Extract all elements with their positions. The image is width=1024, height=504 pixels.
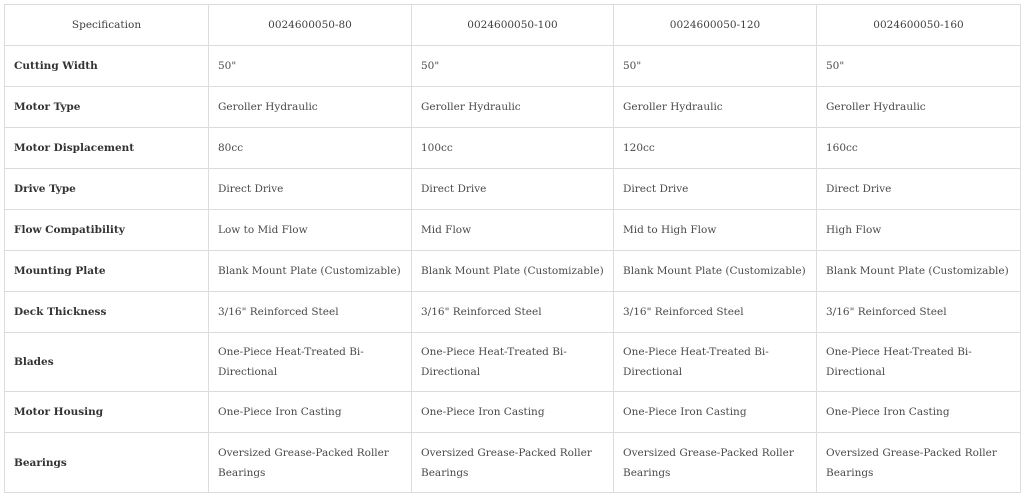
table-row	[5, 128, 1021, 169]
table-cell: High Flow	[817, 210, 1021, 251]
table-cell: Geroller Hydraulic	[412, 87, 614, 128]
table-cell: One-Piece Heat-Treated Bi-Directional	[412, 333, 614, 392]
table-cell: 3/16" Reinforced Steel	[614, 292, 817, 333]
table-row	[5, 251, 1021, 292]
spec-table	[4, 4, 1021, 493]
table-cell: One-Piece Iron Casting	[614, 392, 817, 433]
row-label-cutting-width: Cutting Width	[5, 46, 209, 87]
table-cell: 50"	[614, 46, 817, 87]
table-row	[5, 333, 1021, 392]
table-cell: 50"	[817, 46, 1021, 87]
table-cell: 3/16" Reinforced Steel	[412, 292, 614, 333]
table-row	[5, 87, 1021, 128]
column-header-model-160: 0024600050-160	[817, 5, 1021, 46]
table-cell: Oversized Grease-Packed Roller Bearings	[209, 433, 412, 493]
row-label-blades: Blades	[5, 333, 209, 392]
table-cell: One-Piece Heat-Treated Bi-Directional	[817, 333, 1021, 392]
row-label-motor-displacement: Motor Displacement	[5, 128, 209, 169]
table-row	[5, 433, 1021, 493]
table-cell: 100cc	[412, 128, 614, 169]
table-cell: 50"	[412, 46, 614, 87]
table-cell: Blank Mount Plate (Customizable)	[614, 251, 817, 292]
table-cell: 50"	[209, 46, 412, 87]
table-cell: 80cc	[209, 128, 412, 169]
table-header-row	[5, 5, 1021, 46]
row-label-drive-type: Drive Type	[5, 169, 209, 210]
table-cell: One-Piece Iron Casting	[412, 392, 614, 433]
table-cell: 3/16" Reinforced Steel	[209, 292, 412, 333]
row-label-bearings: Bearings	[5, 433, 209, 493]
column-header-model-80: 0024600050-80	[209, 5, 412, 46]
table-cell: Geroller Hydraulic	[817, 87, 1021, 128]
table-cell: Geroller Hydraulic	[614, 87, 817, 128]
table-row	[5, 169, 1021, 210]
table-row	[5, 292, 1021, 333]
table-cell: Mid to High Flow	[614, 210, 817, 251]
table-cell: Direct Drive	[817, 169, 1021, 210]
row-label-motor-type: Motor Type	[5, 87, 209, 128]
row-label-flow-compatibility: Flow Compatibility	[5, 210, 209, 251]
table-cell: 160cc	[817, 128, 1021, 169]
table-cell: Direct Drive	[412, 169, 614, 210]
table-cell: 120cc	[614, 128, 817, 169]
table-row	[5, 46, 1021, 87]
table-cell: Oversized Grease-Packed Roller Bearings	[412, 433, 614, 493]
table-cell: Direct Drive	[209, 169, 412, 210]
table-cell: Oversized Grease-Packed Roller Bearings	[614, 433, 817, 493]
table-row	[5, 210, 1021, 251]
table-cell: One-Piece Iron Casting	[209, 392, 412, 433]
table-cell: Geroller Hydraulic	[209, 87, 412, 128]
row-label-motor-housing: Motor Housing	[5, 392, 209, 433]
table-cell: Mid Flow	[412, 210, 614, 251]
table-cell: Blank Mount Plate (Customizable)	[412, 251, 614, 292]
table-cell: 3/16" Reinforced Steel	[817, 292, 1021, 333]
table-cell: One-Piece Heat-Treated Bi-Directional	[209, 333, 412, 392]
table-cell: One-Piece Heat-Treated Bi-Directional	[614, 333, 817, 392]
table-cell: One-Piece Iron Casting	[817, 392, 1021, 433]
table-cell: Oversized Grease-Packed Roller Bearings	[817, 433, 1021, 493]
table-cell: Blank Mount Plate (Customizable)	[817, 251, 1021, 292]
row-label-mounting-plate: Mounting Plate	[5, 251, 209, 292]
column-header-model-120: 0024600050-120	[614, 5, 817, 46]
table-cell: Direct Drive	[614, 169, 817, 210]
column-header-specification: Specification	[5, 5, 209, 46]
row-label-deck-thickness: Deck Thickness	[5, 292, 209, 333]
column-header-model-100: 0024600050-100	[412, 5, 614, 46]
table-cell: Blank Mount Plate (Customizable)	[209, 251, 412, 292]
table-row	[5, 392, 1021, 433]
table-cell: Low to Mid Flow	[209, 210, 412, 251]
